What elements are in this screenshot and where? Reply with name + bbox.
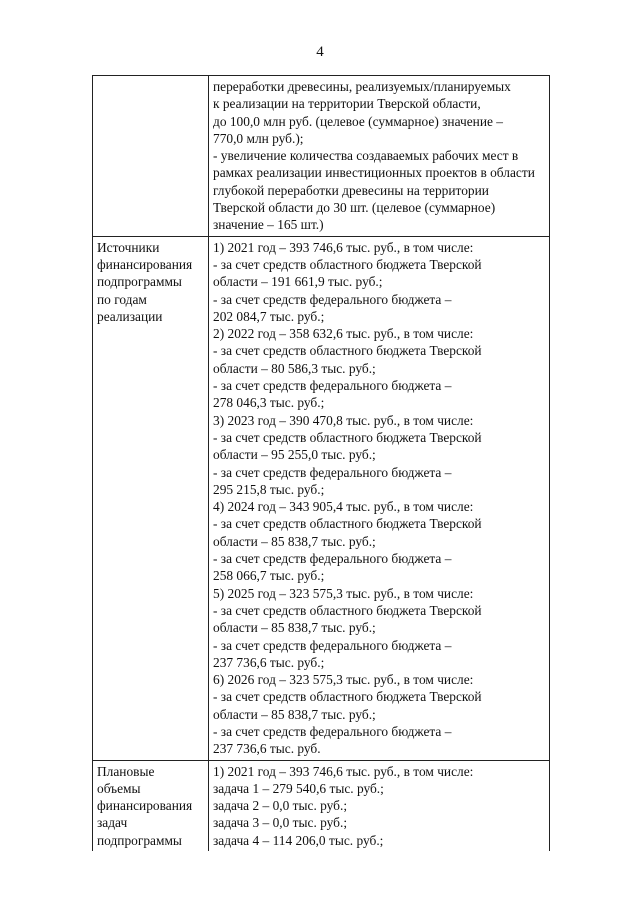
passport-table [92, 75, 550, 851]
text-line: задача 3 – 0,0 тыс. руб.; [213, 815, 348, 831]
text-line: - за счет средств федерального бюджета – [213, 291, 452, 307]
text-line: 278 046,3 тыс. руб.; [213, 395, 325, 411]
text-line: рамках реализации инвестиционных проектов в области [213, 165, 535, 181]
row-content-cell [209, 760, 550, 851]
text-line: - за счет средств федерального бюджета – [213, 723, 452, 739]
text-line: переработки древесины, реализуемых/планируемых [213, 79, 511, 94]
table-row [93, 236, 550, 760]
label-line: финансирования [97, 798, 193, 814]
label-line: задач [97, 815, 128, 831]
table-row [93, 76, 550, 237]
row-label-cell [93, 76, 209, 237]
text-line: - за счет средств федерального бюджета – [213, 378, 452, 394]
text-line: области – 85 838,7 тыс. руб.; [213, 706, 376, 722]
label-line: Источники [97, 239, 160, 255]
label-line: по годам [97, 291, 147, 307]
text-line: 770,0 млн руб.); [213, 130, 304, 146]
table-row [93, 760, 550, 851]
row-content-cell [209, 236, 550, 760]
text-line: 295 215,8 тыс. руб.; [213, 481, 325, 497]
text-line: области – 191 661,9 тыс. руб.; [213, 274, 383, 290]
row-label-cell [93, 760, 209, 851]
text-line: - за счет средств областного бюджета Тверской [213, 343, 482, 359]
text-line: до 100,0 млн руб. (целевое (суммарное) значение – [213, 113, 503, 129]
text-line: 1) 2021 год – 393 746,6 тыс. руб., в том числе: [213, 239, 474, 255]
text-line: значение – 165 шт.) [213, 217, 324, 233]
text-line: 202 084,7 тыс. руб.; [213, 308, 325, 324]
text-line: 2) 2022 год – 358 632,6 тыс. руб., в том числе: [213, 326, 474, 342]
text-line: 1) 2021 год – 393 746,6 тыс. руб., в том числе: [213, 763, 474, 779]
text-line: - за счет средств федерального бюджета – [213, 637, 452, 653]
text-line: задача 4 – 114 206,0 тыс. руб.; [213, 832, 384, 848]
label-line: реализации [97, 308, 163, 324]
label-line: финансирования [97, 256, 193, 272]
text-line: - за счет средств федерального бюджета – [213, 551, 452, 567]
text-line: 258 066,7 тыс. руб.; [213, 568, 325, 584]
label-line: подпрограммы [97, 832, 182, 848]
text-line: - за счет средств областного бюджета Тверской [213, 516, 482, 532]
label-line: Плановые [97, 763, 155, 779]
text-line: Тверской области до 30 шт. (целевое (суммарное) [213, 200, 496, 216]
text-line: 6) 2026 год – 323 575,3 тыс. руб., в том числе: [213, 672, 474, 688]
text-line: области – 85 838,7 тыс. руб.; [213, 533, 376, 549]
label-line: подпрограммы [97, 274, 182, 290]
text-line: 237 736,6 тыс. руб. [213, 741, 321, 757]
text-line: - за счет средств областного бюджета Тверской [213, 429, 482, 445]
text-line: глубокой переработки древесины на территории [213, 182, 489, 198]
text-line: 4) 2024 год – 343 905,4 тыс. руб., в том числе: [213, 499, 474, 515]
text-line: 5) 2025 год – 323 575,3 тыс. руб., в том числе: [213, 585, 474, 601]
text-line: области – 95 255,0 тыс. руб.; [213, 447, 376, 463]
page-number: 4 [316, 44, 324, 60]
text-line: 3) 2023 год – 390 470,8 тыс. руб., в том числе: [213, 412, 474, 428]
row-content-cell [209, 76, 550, 237]
text-line: к реализации на территории Тверской области, [213, 96, 481, 112]
label-line: объемы [97, 780, 141, 796]
text-line: области – 85 838,7 тыс. руб.; [213, 620, 376, 636]
text-line: - за счет средств областного бюджета Тверской [213, 602, 482, 618]
text-line: - за счет средств областного бюджета Тверской [213, 689, 482, 705]
text-line: задача 1 – 279 540,6 тыс. руб.; [213, 780, 384, 796]
text-line: задача 2 – 0,0 тыс. руб.; [213, 798, 348, 814]
text-line: области – 80 586,3 тыс. руб.; [213, 360, 376, 376]
text-line: 237 736,6 тыс. руб.; [213, 654, 325, 670]
text-line: - увеличение количества создаваемых рабочих мест в [213, 148, 519, 164]
row-label-cell [93, 236, 209, 760]
text-line: - за счет средств федерального бюджета – [213, 464, 452, 480]
text-line: - за счет средств областного бюджета Тверской [213, 256, 482, 272]
